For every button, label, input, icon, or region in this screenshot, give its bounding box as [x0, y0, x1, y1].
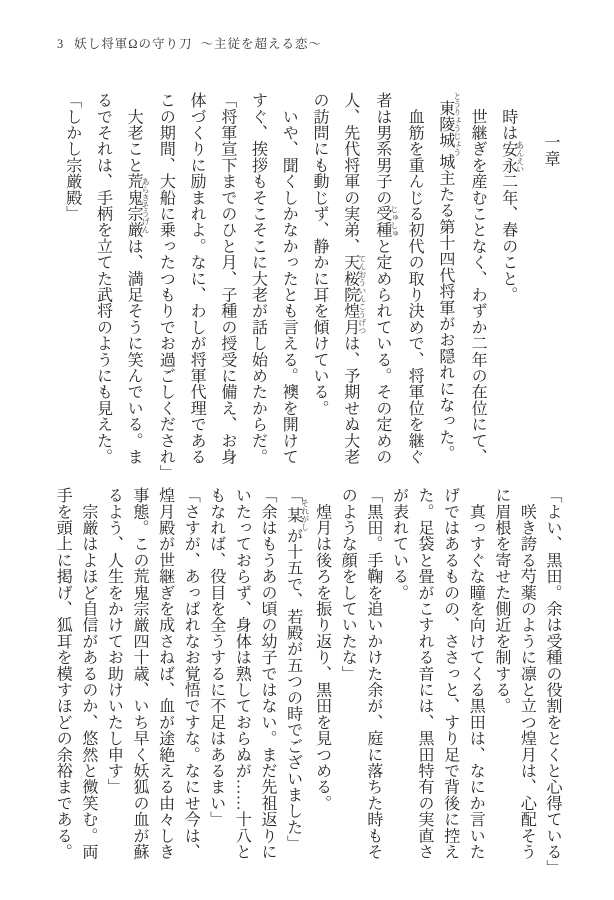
text-line: いや、聞くしかなかったとも言える。襖を開けて: [280, 92, 298, 465]
text-line: 事態。この荒鬼宗厳四十歳、いち早く妖狐の血が蘇: [131, 487, 148, 860]
text-line: るよう、人生をかけてお助けいたし申す」: [105, 487, 123, 795]
text-line: の訪問にも動じず、静かに耳を傾けている。: [310, 92, 328, 416]
text-line: るでそれは、手柄を立てた武将のようにも見えた。: [94, 92, 112, 465]
text-line: に眉根を寄せた側近を制する。: [492, 487, 510, 714]
text-line: 「よい、黒田。余は受種の役割をとくと心得ている」: [544, 487, 561, 876]
book-subtitle: 〜主従を超える恋〜: [200, 37, 323, 51]
text-line: もなれば、役目を全うするに不足はあるまい」: [207, 487, 225, 828]
text-line: 「将軍宣下までのひと月、子種の授受に備え、お身: [218, 92, 236, 465]
text-line: この期間、大船に乗ったつもりでお過ごしくだされ」: [157, 92, 175, 481]
furigana-ruby: 安永 あんえい: [499, 140, 525, 174]
text-line: 煌月殿が世継ぎを成さねば、血が途絶える由々しき: [156, 487, 174, 860]
text-line: 「しかし宗厳殿」: [63, 92, 81, 222]
text-line: 咲き誇る芍薬のように凛と立つ煌月は、心配そう: [518, 487, 536, 860]
text-line: 人、先代将軍の実弟、天桜院煌月 てんおういんこうげつは、予期せぬ大老: [341, 92, 367, 465]
text-line: が表れている。: [390, 487, 408, 601]
book-title: 妖し将軍Ωの守り刀: [74, 37, 193, 51]
text-line: 宗厳はよほど自信があるのか、悠然と微笑む。両: [79, 487, 97, 860]
text-line: 手を頭上に掲げ、狐耳を模すほどの余裕まである。: [54, 487, 72, 860]
furigana-ruby: 某 それがし: [284, 499, 310, 532]
text-line: 「某 それがしが十五で、若殿が五つの時でございました」: [284, 487, 310, 852]
page-number: 3: [57, 37, 65, 51]
text-line: た。足袋と畳がこすれる音には、黒田特有の実直さ: [416, 487, 434, 860]
text-block-bottom: [50, 487, 565, 885]
furigana-ruby: 荒鬼宗厳 あらきそうげん: [125, 173, 151, 238]
text-line: 血筋を重んじる初代の取り決めで、将軍位を継ぐ: [406, 92, 424, 465]
text-line: 「余はもうあの頃の幼子ではない。まだ先祖返りに: [258, 487, 276, 860]
text-line: 大老こと荒鬼宗厳 あらきそうげんは、満足そうに笑んでいる。ま: [125, 92, 151, 465]
furigana-ruby: 天桜院煌月 てんおういんこうげつ: [341, 254, 367, 335]
text-line: 体づくりに励まれよ。なに、わしが将軍代理である: [188, 92, 206, 465]
text-line: 煌月は後ろを振り返り、黒田を見つめる。: [313, 487, 331, 811]
text-line: のような顔をしていたな」: [339, 487, 357, 682]
text-block-top: [56, 92, 565, 490]
chapter-heading: 一章: [542, 134, 559, 167]
text-line: 東陵城 とうりょうじょう城主たる第十四代将軍がお隠れになった。: [436, 92, 462, 462]
text-line: 「さすが、あっぱれなお覚悟ですな。なにせ今は、: [182, 487, 200, 860]
text-line: 時は安永 あんえい二年、春のこと。: [499, 92, 525, 303]
text-line: すぐ、挨拶もそこそこに大老が話し始めたからだ。: [249, 92, 267, 465]
text-line: 「黒田。手鞠を追いかけた余が、庭に落ちた時もそ: [364, 487, 382, 860]
text-line: 真っすぐな瞳を向けてくる黒田は、なにか言いた: [467, 487, 485, 860]
running-header: [57, 34, 322, 52]
text-line: いたっておらず、身体は熟しておらぬが……十八と: [233, 487, 251, 860]
furigana-ruby: 受種 じゅしゅ: [373, 205, 399, 238]
text-line: 者は男系男子の受種 じゅしゅと定められている。その定めの: [373, 92, 399, 465]
furigana-ruby: 東陵城 とうりょうじょう: [436, 92, 462, 156]
text-line: 世継ぎを産むことなく、わずか二年の在位にて、: [469, 92, 487, 465]
text-line: げではあるものの、ささっと、すり足で背後に控え: [441, 487, 459, 860]
